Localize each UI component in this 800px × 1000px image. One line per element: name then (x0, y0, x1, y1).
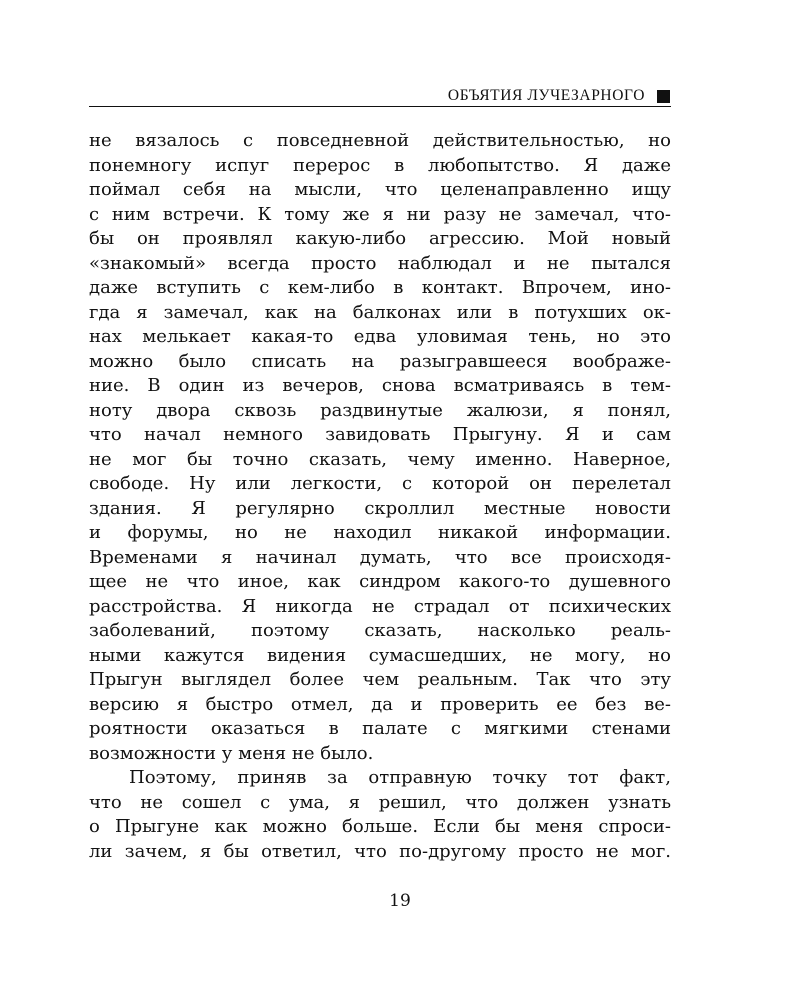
text-line: даже вступить с кем-либо в контакт. Впрочем, ино- (89, 277, 671, 298)
text-line: «знакомый» всегда просто наблюдал и не пытался (89, 252, 671, 274)
text-line: заболеваний, поэтому сказать, насколько реаль- (89, 620, 671, 641)
text-line: свободе. Ну или легкости, с которой он перелетал (89, 473, 671, 494)
paragraph (89, 129, 671, 766)
text-line: Поэтому, приняв за отправную точку тот факт, (129, 767, 671, 788)
text-line: что не сошел с ума, я решил, что должен узнать (89, 791, 671, 813)
text-line: бы он проявлял какую-либо агрессию. Мой новый (89, 228, 671, 249)
black-square-icon (657, 90, 670, 103)
paragraph (89, 766, 671, 864)
text-line: что начал немного завидовать Прыгуну. Я и сам (89, 424, 671, 445)
text-line: здания. Я регулярно скроллил местные новости (89, 497, 671, 519)
text-line: поймал себя на мысли, что целенаправленно ищу (89, 179, 671, 200)
text-line: и форумы, но не находил никакой информации. (89, 522, 671, 543)
text-line: версию я быстро отмел, да и проверить ее без ве- (89, 693, 671, 715)
body-text (89, 129, 671, 864)
text-line: не мог бы точно сказать, чему именно. Наверное, (89, 448, 671, 470)
text-line: нах мелькает какая-то едва уловимая тень, но это (89, 326, 671, 347)
text-line: ли зачем, я бы ответил, что по-другому просто не мог. (89, 840, 671, 862)
text-line: ние. В один из вечеров, снова всматриваясь в тем- (89, 375, 671, 396)
text-line: возможности у меня не было. (89, 742, 374, 764)
text-line: роятности оказаться в палате с мягкими стенами (89, 718, 671, 739)
page-number: 19 (389, 891, 411, 911)
text-line: щее не что иное, как синдром какого-то душевного (89, 571, 671, 592)
text-line: гда я замечал, как на балконах или в потухших ок- (89, 301, 671, 323)
text-line: Временами я начинал думать, что все происходя- (89, 546, 671, 568)
running-title: ОБЪЯТИЯ ЛУЧЕЗАРНОГО (447, 87, 645, 104)
text-line: с ним встречи. К тому же я ни разу не замечал, что- (89, 203, 671, 225)
running-header (89, 86, 671, 107)
text-line: ными кажутся видения сумасшедших, не могу, но (89, 644, 671, 666)
text-line: расстройства. Я никогда не страдал от психических (89, 595, 671, 617)
text-line: понемногу испуг перерос в любопытство. Я даже (89, 154, 671, 176)
text-line: не вязалось с повседневной действительностью, но (89, 130, 671, 151)
text-line: о Прыгуне как можно больше. Если бы меня спроси- (89, 816, 671, 837)
text-line: Прыгун выглядел более чем реальным. Так что эту (89, 669, 671, 690)
text-line: ноту двора сквозь раздвинутые жалюзи, я понял, (89, 399, 671, 421)
text-line: можно было списать на разыгравшееся воображе- (89, 350, 671, 372)
